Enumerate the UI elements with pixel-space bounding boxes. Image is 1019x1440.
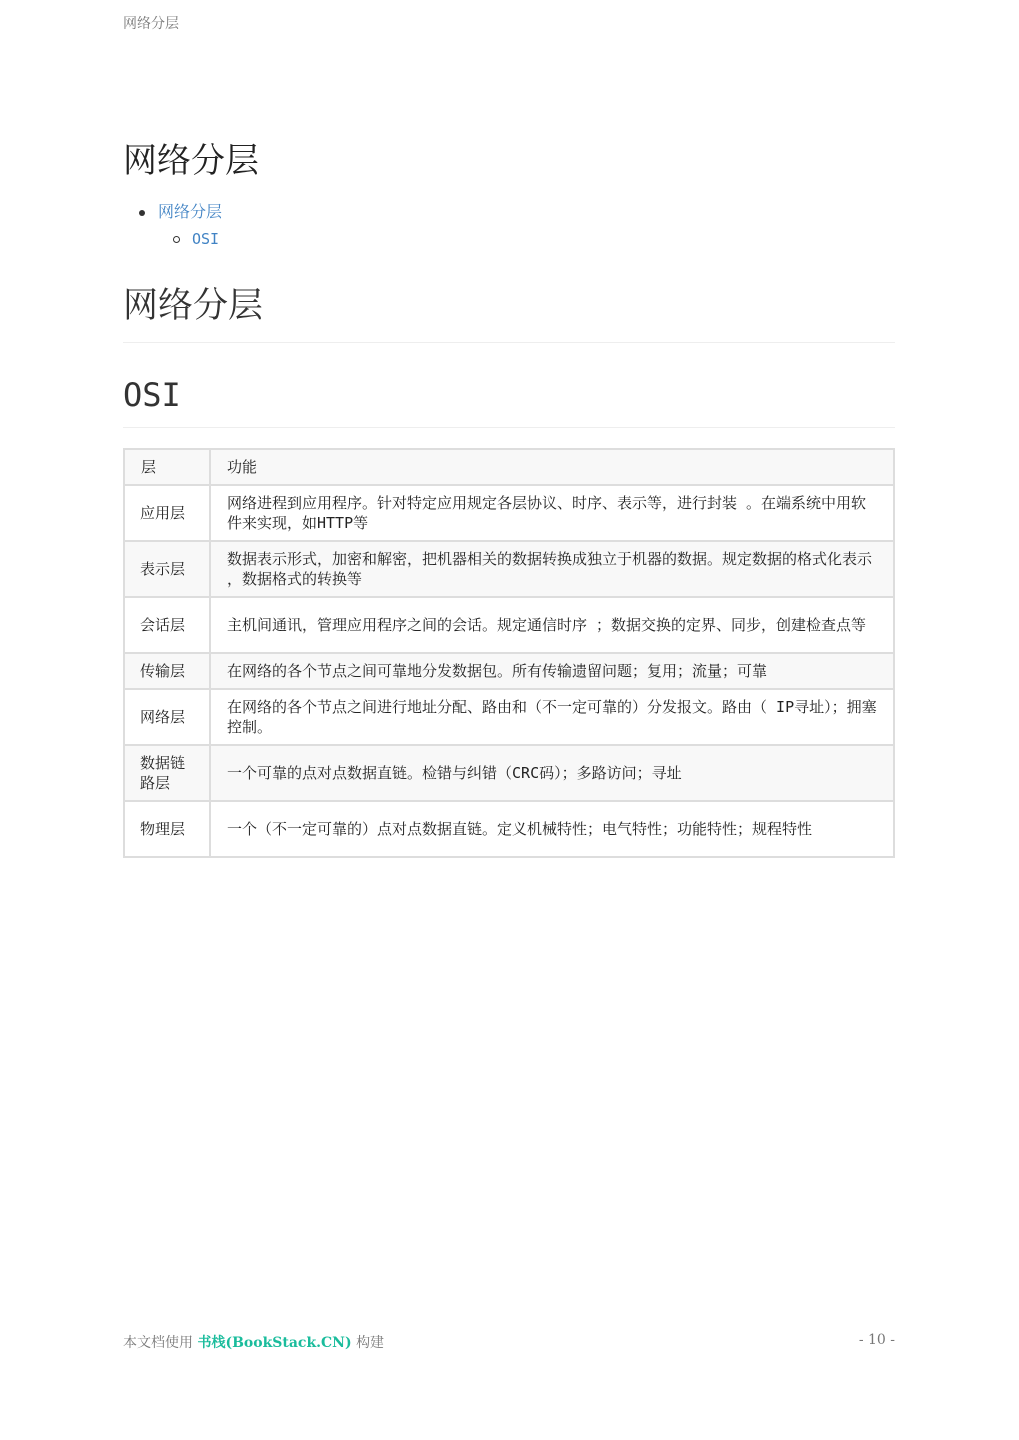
function-cell: 数据表示形式，加密和解密，把机器相关的数据转换成独立于机器的数据。规定数据的格式化表示 ，数据格式的转换等 — [210, 541, 894, 597]
function-cell: 在网络的各个节点之间进行地址分配、路由和（不一定可靠的）分发报文。路由（ IP寻址）；拥塞控制。 — [210, 689, 894, 745]
section-heading: 网络分层 — [123, 280, 895, 343]
layer-cell: 数据链路层 — [124, 745, 210, 801]
page-number: - 10 - — [858, 1332, 895, 1348]
layer-cell: 传输层 — [124, 653, 210, 689]
table-row — [124, 745, 894, 801]
toc-link-network-layers[interactable]: 网络分层 — [158, 202, 223, 221]
table-row — [124, 597, 894, 653]
table-row — [124, 485, 894, 541]
bullet-icon — [139, 210, 145, 216]
osi-table — [123, 448, 895, 858]
circle-bullet-icon — [173, 236, 180, 243]
toc-item — [123, 200, 895, 250]
document-body — [123, 138, 895, 858]
footer-credit — [123, 1332, 384, 1352]
subsection-heading: OSI — [123, 373, 895, 428]
table-row — [124, 653, 894, 689]
table-row — [124, 541, 894, 597]
footer-prefix: 本文档使用 — [123, 1335, 193, 1351]
toc-subitem — [158, 228, 895, 250]
function-cell: 主机间通讯，管理应用程序之间的会话。规定通信时序 ；数据交换的定界、同步，创建检查点等 — [210, 597, 894, 653]
layer-cell: 应用层 — [124, 485, 210, 541]
function-cell: 网络进程到应用程序。针对特定应用规定各层协议、时序、表示等，进行封装 。在端系统中用软件来实现，如HTTP等 — [210, 485, 894, 541]
page-title: 网络分层 — [123, 141, 259, 181]
table-row — [124, 801, 894, 857]
footer-suffix: 构建 — [356, 1335, 385, 1351]
toc-link-osi[interactable]: OSI — [192, 230, 220, 248]
layer-cell: 网络层 — [124, 689, 210, 745]
function-cell: 一个（不一定可靠的）点对点数据直链。定义机械特性；电气特性；功能特性；规程特性 — [210, 801, 894, 857]
table-of-contents — [123, 200, 895, 250]
column-header-function: 功能 — [210, 449, 894, 485]
column-header-layer: 层 — [124, 449, 210, 485]
table-row — [124, 689, 894, 745]
layer-cell: 会话层 — [124, 597, 210, 653]
bookstack-link[interactable]: 书栈(BookStack.CN) — [197, 1335, 352, 1351]
toc-sublist — [158, 228, 895, 250]
table-header-row — [124, 449, 894, 485]
function-cell: 一个可靠的点对点数据直链。检错与纠错（CRC码）；多路访问；寻址 — [210, 745, 894, 801]
running-header: 网络分层 — [123, 16, 179, 32]
function-cell: 在网络的各个节点之间可靠地分发数据包。所有传输遗留问题；复用；流量；可靠 — [210, 653, 894, 689]
layer-cell: 表示层 — [124, 541, 210, 597]
layer-cell: 物理层 — [124, 801, 210, 857]
